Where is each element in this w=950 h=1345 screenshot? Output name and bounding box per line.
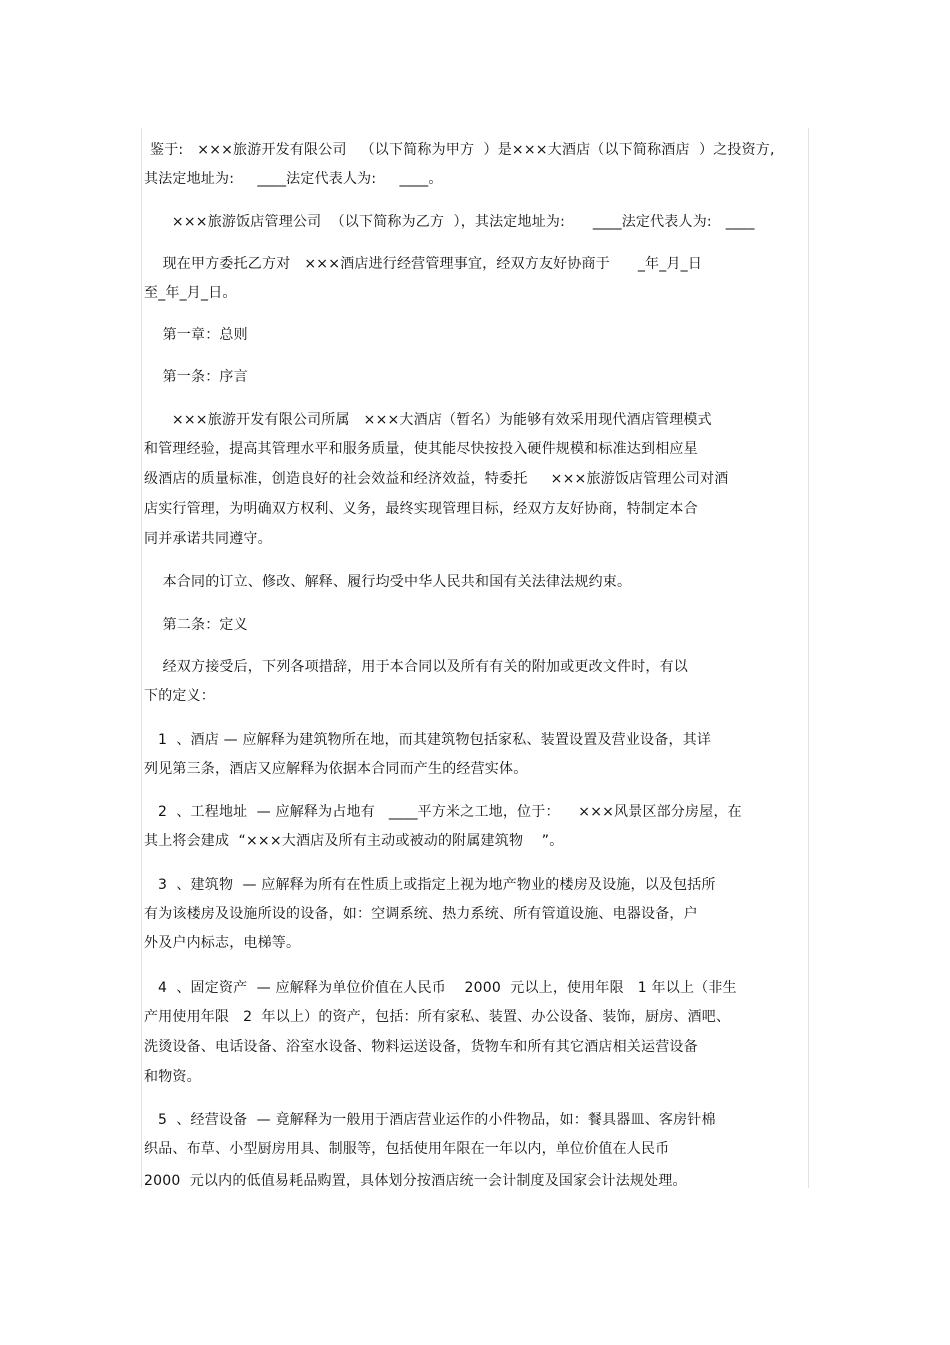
text-line: 和管理经验，提高其管理水平和服务质量，使其能尽快按投入硬件规模和标准达到相应星 [144, 441, 698, 457]
chapter-heading: 第一章：总则 [144, 327, 248, 343]
text-line: 有为该楼房及设施所设的设备，如：空调系统、热力系统、所有管道设施、电器设备，户 [144, 906, 698, 922]
definition-item: 1 、酒店 — 应解释为建筑物所在地，而其建筑物包括家私、装置设置及营业设备，其详 [144, 732, 712, 748]
text-line: 现在甲方委托乙方对 ×××酒店进行经营管理事宜，经双方友好协商于 _年_月_日 [144, 256, 703, 272]
article-heading: 第二条：定义 [144, 617, 248, 633]
document-frame [141, 128, 809, 1188]
text-line: 级酒店的质量标准，创造良好的社会效益和经济效益，特委托 ×××旅游饭店管理公司对酒 [144, 471, 729, 487]
text-line: 和物资。 [144, 1069, 201, 1085]
text-line: ×××旅游饭店管理公司 （以下简称为乙方 ），其法定地址为: ____法定代表人为: ____ [144, 214, 755, 230]
text-line: 列见第三条，酒店又应解释为依据本合同而产生的经营实体。 [144, 761, 528, 777]
definition-item: 5 、经营设备 — 竟解释为一般用于酒店营业运作的小件物品，如：餐具器皿、客房针棉 [144, 1112, 716, 1128]
text-line: 其法定地址为: ____法定代表人为: ____。 [144, 171, 443, 187]
definition-item: 3 、建筑物 — 应解释为所有在性质上或指定上视为地产物业的楼房及设施，以及包括所 [144, 877, 716, 893]
text-line: 鉴于: ×××旅游开发有限公司 （以下简称为甲方 ）是×××大酒店（以下简称酒店 ）之投资方, [150, 142, 775, 158]
text-line: 2000 元以内的低值易耗品购置，具体划分按酒店统一会计制度及国家会计法规处理。 [144, 1173, 687, 1189]
text-line: ×××旅游开发有限公司所属 ×××大酒店（暂名）为能够有效采用现代酒店管理模式 [144, 412, 712, 428]
text-line: 洗烫设备、电话设备、浴室水设备、物料运送设备，货物车和所有其它酒店相关运营设备 [144, 1039, 698, 1055]
text-line: 店实行管理，为明确双方权利、义务，最终实现管理目标，经双方友好协商，特制定本合 [144, 501, 698, 517]
text-line: 其上将会建成 “×××大酒店及所有主动或被动的附属建筑物 ”。 [144, 833, 564, 849]
text-line: 外及户内标志，电梯等。 [144, 935, 301, 951]
definition-item: 2 、工程地址 — 应解释为占地有 ____平方米之工地，位于： ×××风景区部分房屋，在 [144, 804, 742, 820]
text-line: 同并承诺共同遵守。 [144, 531, 272, 547]
text-line: 下的定义： [144, 688, 215, 704]
text-line: 织品、布草、小型厨房用具、制服等，包括使用年限在一年以内，单位价值在人民币 [144, 1141, 670, 1157]
text-line: 至_年_月_日。 [144, 285, 237, 301]
text-line: 产用使用年限 2 年以上）的资产，包括：所有家私、装置、办公设备、装饰，厨房、酒吧、 [144, 1009, 731, 1025]
definition-item: 4 、固定资产 — 应解释为单位价值在人民币 2000 元以上，使用年限 1 年以上（非生 [144, 980, 737, 996]
article-heading: 第一条：序言 [144, 369, 248, 385]
text-line: 本合同的订立、修改、解释、履行均受中华人民共和国有关法律法规约束。 [144, 574, 632, 590]
text-line: 经双方接受后，下列各项措辞，用于本合同以及所有有关的附加或更改文件时，有以 [144, 659, 688, 675]
